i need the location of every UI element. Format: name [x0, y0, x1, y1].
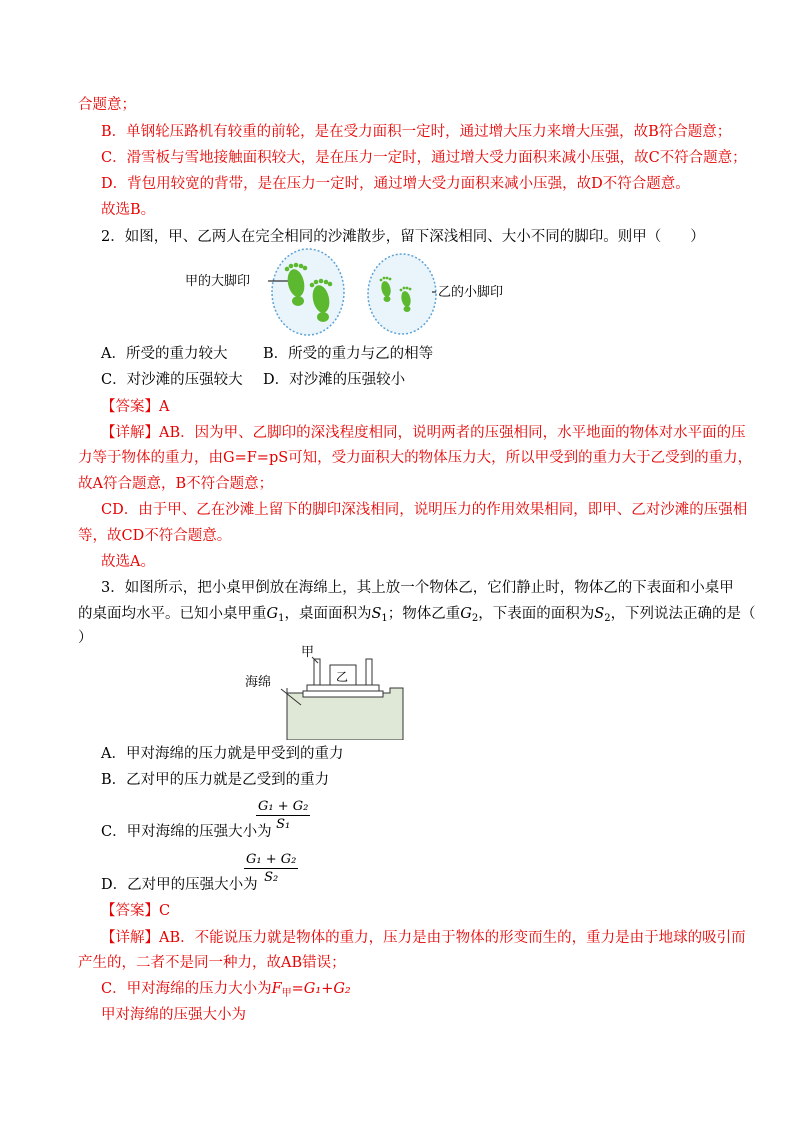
- q3-stem-3: ）: [78, 630, 93, 646]
- q3-detail-1: [101, 928, 746, 948]
- q2-detail-2: 力等于物体的重力，由G=F=pS可知，受力面积大的物体压力大，所以甲受到的重力大于乙受到的重力，: [78, 450, 753, 466]
- q3-detail-2: 产生的，二者不是同一种力，故AB错误；: [78, 955, 346, 971]
- prev-continuation: 合题意；: [78, 97, 136, 113]
- label-sponge: 海绵: [245, 675, 272, 690]
- q3-option-b: B．乙对甲的压力就是乙受到的重力: [101, 772, 330, 788]
- answer-value: C: [159, 903, 171, 919]
- table-base: [303, 691, 383, 697]
- q2-answer: [101, 397, 169, 417]
- sub-jia: 甲: [281, 988, 292, 999]
- answer-tag: 【答案】: [101, 903, 159, 919]
- q3-stem-2: [78, 604, 756, 629]
- prev-option-c-explanation: C．滑雪板与雪地接触面积较大，是在压力一定时，通过增大受力面积来减小压强，故C不符合题意；: [101, 150, 747, 166]
- q3-option-c: C．甲对海绵的压强大小为: [101, 824, 272, 840]
- q3-option-a: A．甲对海绵的压力就是甲受到的重力: [101, 746, 344, 762]
- stem-text: ，下列说法正确的是（: [610, 606, 756, 622]
- q2-detail-4: CD．由于甲、乙在沙滩上留下的脚印深浅相同，说明压力的作用效果相同，即甲、乙对沙滩的压强相: [101, 502, 748, 518]
- equation-rhs: =G₁+G₂: [291, 981, 351, 997]
- sub-2: 2: [471, 613, 479, 624]
- q3-detail-4: 甲对海绵的压强大小为: [101, 1007, 246, 1023]
- q2-option-b: B．所受的重力与乙的相等: [263, 346, 434, 362]
- fraction-denominator: S₂: [264, 870, 279, 885]
- sub-2: 2: [604, 613, 611, 624]
- detail-tag: 【详解】: [101, 930, 159, 946]
- q2-option-d: D．对沙滩的压强较小: [263, 372, 406, 388]
- stem-text: ，下表面的面积为: [478, 606, 595, 622]
- q2-option-c: C．对沙滩的压强较大: [101, 372, 243, 388]
- q3-stem-1: 3．如图所示，把小桌甲倒放在海绵上，其上放一个物体乙，它们静止时，物体乙的下表面和小桌甲: [101, 580, 734, 596]
- prev-option-d-explanation: D．背包用较宽的背带，是在压力一定时，通过增大受力面积来减小压强，故D不符合题意。: [101, 176, 690, 192]
- var-s: S: [371, 606, 382, 622]
- answer-tag: 【答案】: [101, 399, 159, 415]
- sub-1: 1: [278, 613, 285, 624]
- big-footprint-label: 甲的大脚印: [185, 274, 251, 289]
- small-footprint-label: 乙的小脚印: [438, 285, 504, 300]
- label-yi: 乙: [336, 670, 349, 684]
- stem-text: 的桌面均水平。已知小桌甲重: [78, 606, 267, 622]
- option-d-fraction: [244, 852, 298, 885]
- q2-footprint-figure: [180, 245, 550, 340]
- prev-choose: 故选B。: [101, 202, 156, 218]
- var-f: F: [271, 981, 282, 997]
- q3-answer: [101, 901, 170, 921]
- q2-option-a: A．所受的重力较大: [101, 346, 228, 362]
- detail-text: C．甲对海绵的压力大小为: [101, 981, 272, 997]
- fraction-numerator: G₁ + G₂: [246, 852, 297, 867]
- detail-tag: 【详解】: [101, 425, 159, 441]
- detail-text: AB．不能说压力就是物体的重力，压力是由于物体的形变而生的，重力是由于地球的吸引而: [159, 930, 746, 946]
- q2-detail-1: [101, 423, 746, 443]
- stem-text: ；物体乙重: [387, 606, 461, 622]
- big-footprint-circle: [272, 249, 344, 335]
- var-g: G: [460, 606, 472, 622]
- q3-option-d: D．乙对甲的压强大小为: [101, 877, 258, 893]
- var-s: S: [594, 606, 605, 622]
- fraction-numerator: G₁ + G₂: [258, 799, 309, 814]
- table-leg-left: [314, 659, 320, 685]
- q3-sponge-figure: [245, 645, 405, 740]
- fraction-denominator: S₁: [276, 817, 291, 832]
- q2-detail-3: 故A符合题意，B不符合题意；: [78, 476, 274, 492]
- label-jia: 甲: [301, 645, 315, 660]
- table-leg-right: [366, 659, 372, 685]
- q2-detail-5: 等，故CD不符合题意。: [78, 528, 232, 544]
- stem-text: ，桌面面积为: [284, 606, 372, 622]
- sub-1: 1: [381, 613, 388, 624]
- detail-text: AB．因为甲、乙脚印的深浅程度相同，说明两者的压强相同，水平地面的物体对水平面的压: [159, 425, 746, 441]
- q2-stem: 2．如图，甲、乙两人在完全相同的沙滩散步，留下深浅相同、大小不同的脚印。则甲（ ）: [101, 229, 705, 245]
- option-c-fraction: [256, 799, 310, 832]
- answer-value: A: [159, 399, 170, 415]
- q2-choose: 故选A。: [101, 554, 155, 570]
- var-g: G: [266, 606, 279, 622]
- prev-option-b-explanation: B．单钢轮压路机有较重的前轮，是在受力面积一定时，通过增大压力来增大压强，故B符合题意；: [101, 124, 732, 140]
- q3-detail-3: [101, 979, 351, 1004]
